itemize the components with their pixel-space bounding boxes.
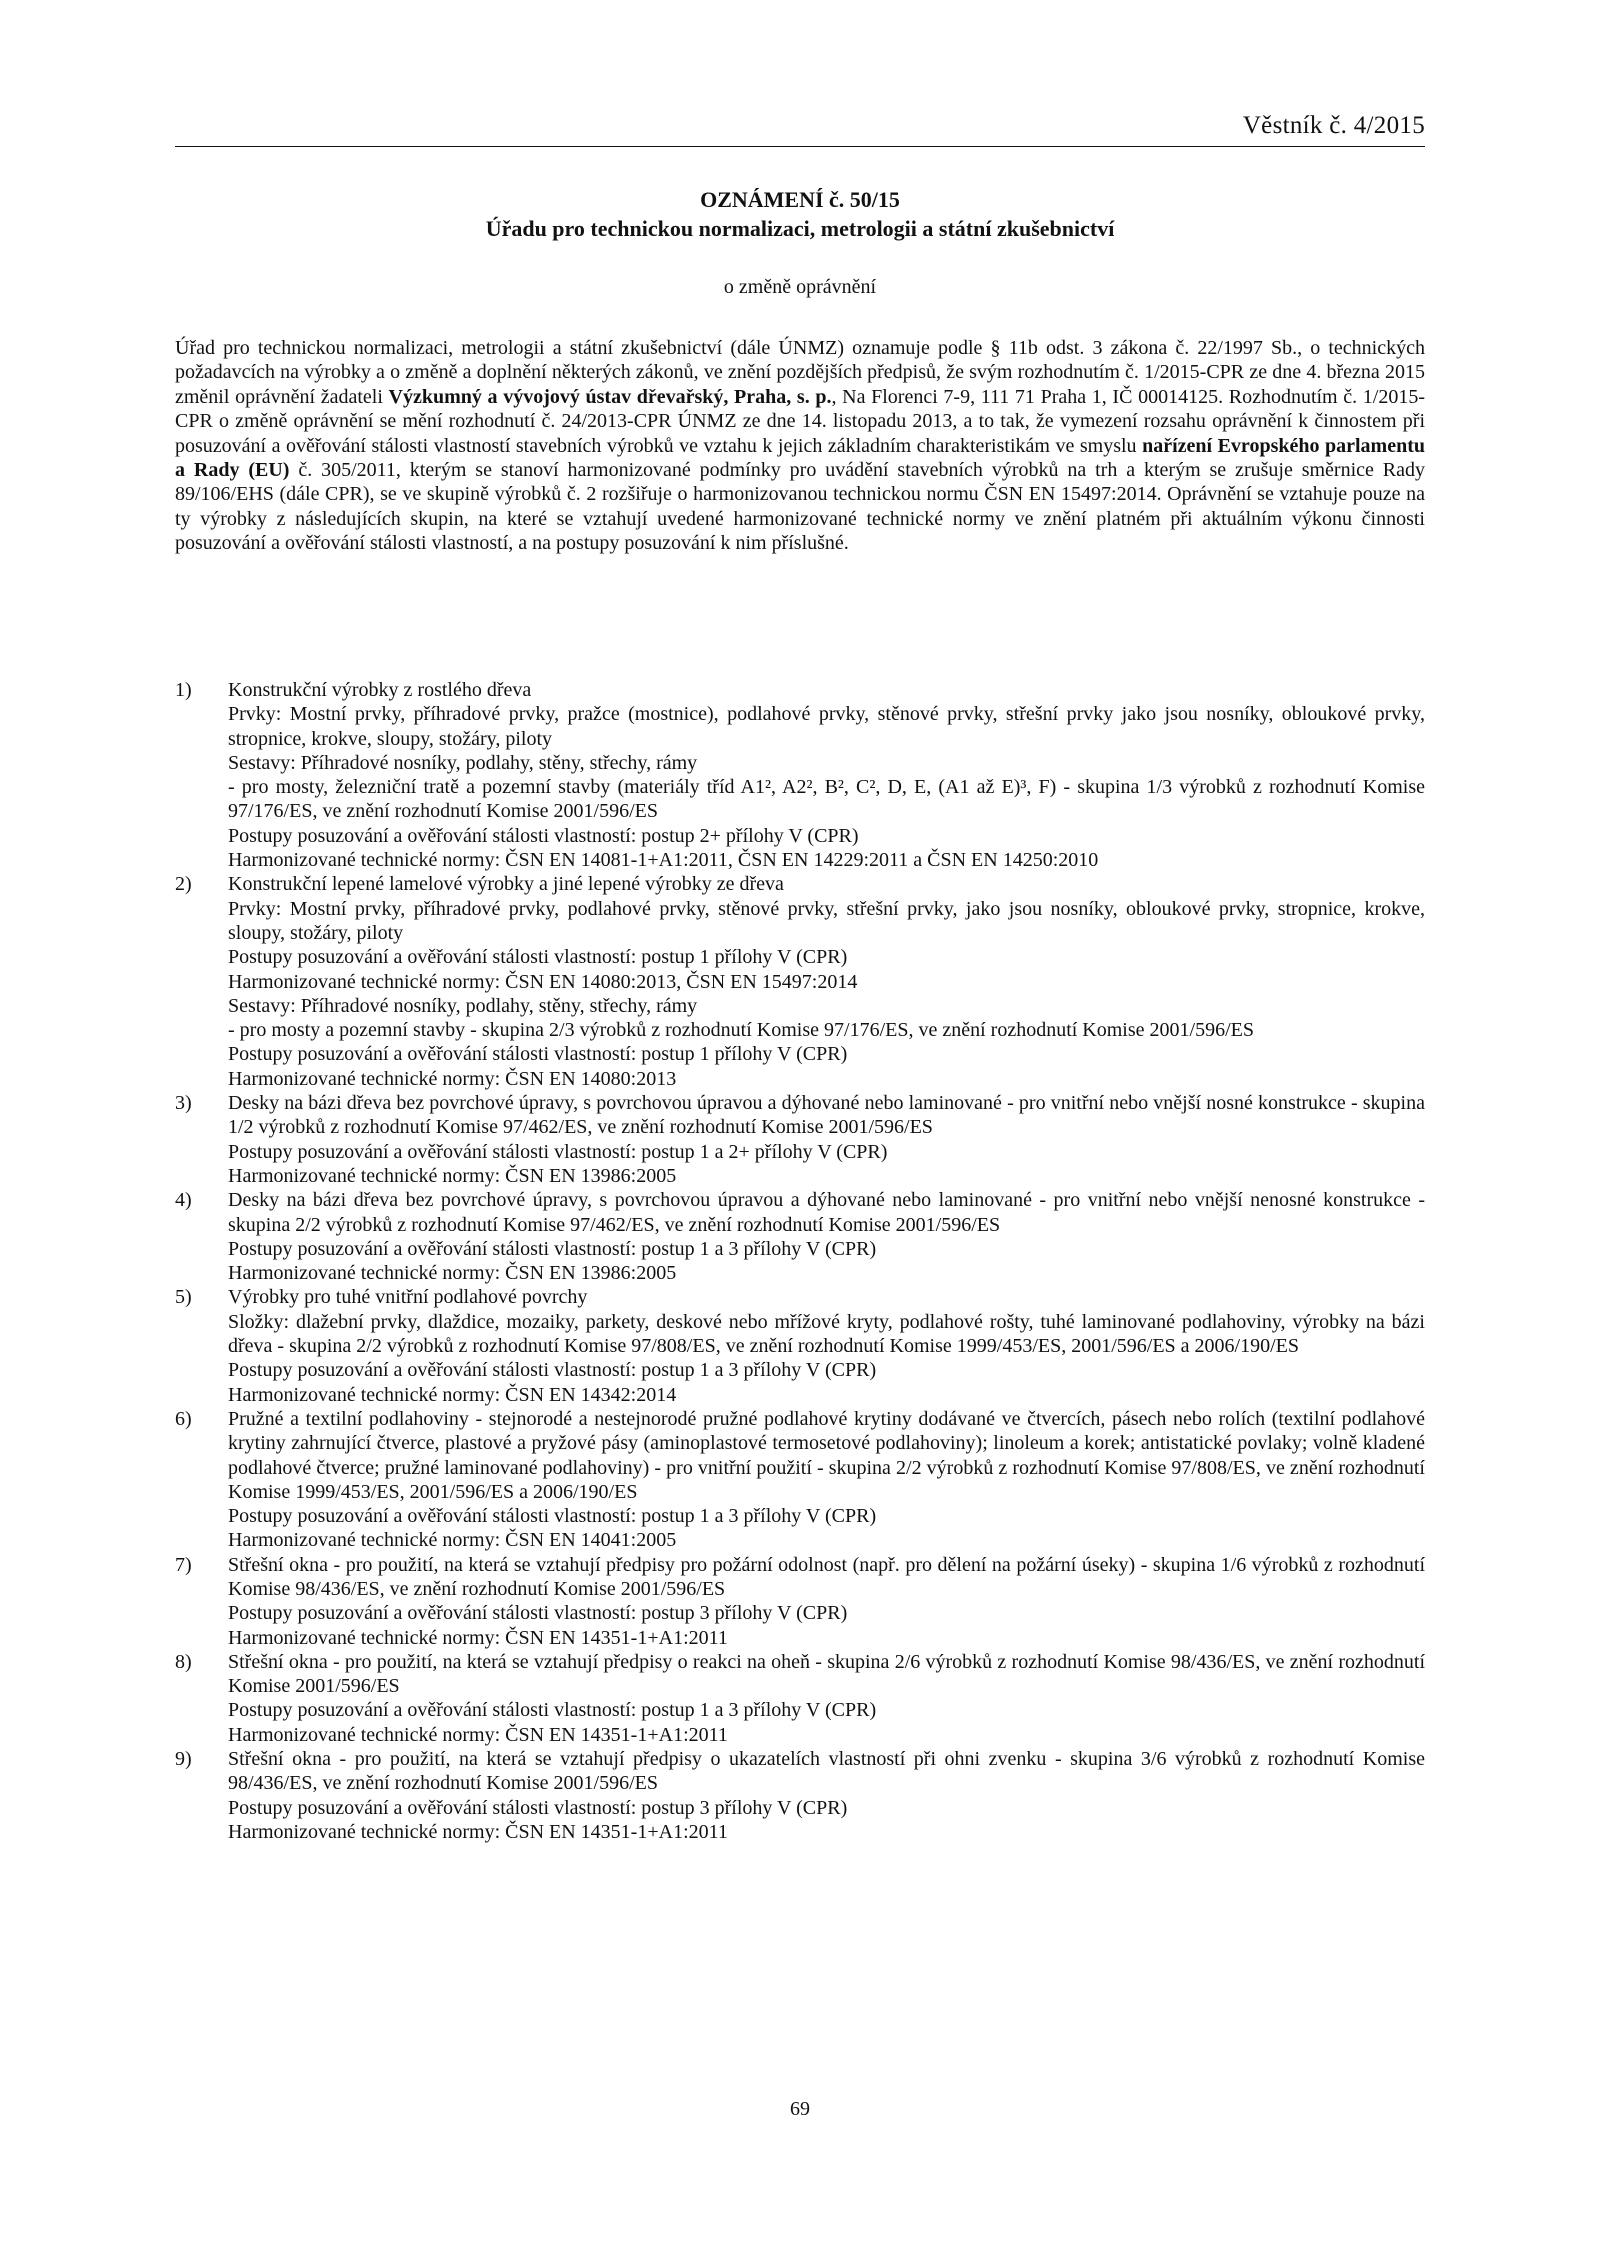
list-item-line: Harmonizované technické normy: ČSN EN 14041:2005 — [228, 1529, 677, 1552]
list-item-body — [228, 1747, 1425, 1844]
intro-paragraph — [175, 336, 1425, 556]
intro-text-2: , Na Florenci 7-9, 111 71 Praha 1, IČ 00014125. Rozhodnutím č. 1/2015-CPR o změně oprávnění se mění rozhodnutí č. 24/2013-CPR ÚNMZ ze dne 14. listopadu 2013, a to tak, že vymezení rozsahu oprávnění k činnostem při posuzování a ověřování stálosti vlastností stavebních výrobků ve vztahu k jejich základním charakteristikám ve smyslu — [175, 385, 1426, 457]
list-item — [175, 872, 1425, 1091]
list-item-body — [228, 1285, 1425, 1406]
list-item — [175, 1285, 1425, 1406]
list-item-number: 5) — [175, 1286, 192, 1309]
list-item-number: 8) — [175, 1650, 192, 1673]
list-item-line: Harmonizované technické normy: ČSN EN 13986:2005 — [228, 1164, 677, 1187]
list-item-line: Sestavy: Příhradové nosníky, podlahy, stěny, střechy, rámy — [228, 751, 698, 774]
list-item-line: Postupy posuzování a ověřování stálosti vlastností: postup 1 a 3 přílohy V (CPR) — [228, 1359, 877, 1382]
list-item-number: 4) — [175, 1189, 192, 1212]
list-item-line: Výrobky pro tuhé vnitřní podlahové povrchy — [228, 1286, 588, 1309]
list-item-line: Harmonizované technické normy: ČSN EN 14080:2013, ČSN EN 15497:2014 — [228, 970, 858, 993]
list-item — [175, 1747, 1425, 1844]
list-item-line: Postupy posuzování a ověřování stálosti vlastností: postup 3 přílohy V (CPR) — [228, 1796, 848, 1819]
list-item-line: Střešní okna - pro použití, na která se vztahují předpisy o ukazatelích vlastností při ohni zvenku - skupina 3/6 výrobků z rozhodnutí Komise 98/436/ES, ve znění rozhodnutí Komise 2001/596/ES — [228, 1748, 1425, 1795]
list-item-number: 1) — [175, 679, 192, 701]
list-item-body — [228, 1407, 1425, 1553]
list-item-line: Prvky: Mostní prvky, příhradové prvky, pražce (mostnice), podlahové prvky, stěnové prvky, střešní prvky jako jsou nosníky, obloukové prvky, stropnice, krokve, sloupy, stožáry, piloty — [228, 703, 1425, 750]
list-item-line: Postupy posuzování a ověřování stálosti vlastností: postup 1 a 2+ přílohy V (CPR) — [228, 1140, 888, 1163]
announcement-subject: o změně oprávnění — [723, 276, 877, 298]
list-item-line: Střešní okna - pro použití, na která se vztahují předpisy pro požární odolnost (např. pro dělení na požární úseky) - skupina 1/6 výrobků z rozhodnutí Komise 98/436/ES, ve znění rozhodnutí Komise 2001/596/ES — [228, 1553, 1425, 1600]
list-item-line: Konstrukční výrobky z rostlého dřeva — [228, 679, 532, 701]
list-item-number: 2) — [175, 873, 192, 896]
list-item-body — [228, 1188, 1425, 1285]
list-item-number: 6) — [175, 1407, 192, 1430]
list-item — [175, 1188, 1425, 1285]
list-item-body — [228, 1650, 1425, 1747]
list-item-line: Postupy posuzování a ověřování stálosti vlastností: postup 3 přílohy V (CPR) — [228, 1602, 848, 1625]
list-item-line: - pro mosty a pozemní stavby - skupina 2/3 výrobků z rozhodnutí Komise 97/176/ES, ve znění rozhodnutí Komise 2001/596/ES — [228, 1019, 1254, 1042]
list-item-line: Harmonizované technické normy: ČSN EN 14081-1+A1:2011, ČSN EN 14229:2011 a ČSN EN 14250:2010 — [228, 849, 1099, 872]
announcement-issuer: Úřadu pro technickou normalizaci, metrologii a státní zkušebnictví — [485, 216, 1115, 241]
list-item-line: Harmonizované technické normy: ČSN EN 14342:2014 — [228, 1383, 677, 1406]
list-item-body — [228, 678, 1425, 872]
list-item — [175, 1650, 1425, 1747]
list-item — [175, 1553, 1425, 1650]
list-item-line: Desky na bázi dřeva bez povrchové úpravy, s povrchovou úpravou a dýhované nebo laminované - pro vnitřní nebo vnější nosné konstrukce - skupina 1/2 výrobků z rozhodnutí Komise 97/462/ES, ve znění rozhodnutí Komise 2001/596/ES — [228, 1092, 1425, 1139]
list-item-body — [228, 1553, 1425, 1650]
list-item — [175, 1091, 1425, 1188]
list-item-line: Střešní okna - pro použití, na která se vztahují předpisy o reakci na oheň - skupina 2/6 výrobků z rozhodnutí Komise 98/436/ES, ve znění rozhodnutí Komise 2001/596/ES — [228, 1650, 1425, 1698]
list-item-line: Postupy posuzování a ověřování stálosti vlastností: postup 1 a 3 přílohy V (CPR) — [228, 1237, 877, 1260]
list-item-line: Harmonizované technické normy: ČSN EN 14351-1+A1:2011 — [228, 1626, 728, 1649]
page-header — [175, 112, 1425, 147]
intro-text-3: č. 305/2011, kterým se stanoví harmonizované podmínky pro uvádění stavebních výrobků na trh a kterým se zrušuje směrnice Rady 89/106/EHS (dále CPR), se ve skupině výrobků č. 2 rozšiřuje o harmonizovanou technickou normu ČSN EN 15497:2014. Oprávnění se vztahuje pouze na ty výrobky z následujících skupin, na které se vztahují uvedené harmonizované technické normy ve znění platném při aktuálním výkonu činnosti posuzování a ověřování stálosti vlastností, a na postupy posuzování k nim příslušné. — [175, 459, 1425, 555]
list-item-line: Harmonizované technické normy: ČSN EN 14080:2013 — [228, 1067, 677, 1090]
list-item-line: - pro mosty, železniční tratě a pozemní stavby (materiály tříd A1², A2², B², C², D, E, (A1 až E)³, F) - skupina 1/3 výrobků z rozhodnutí Komise 97/176/ES, ve znění rozhodnutí Komise 2001/596/ES — [228, 776, 1425, 823]
list-item-line: Konstrukční lepené lamelové výrobky a jiné lepené výrobky ze dřeva — [228, 873, 784, 896]
list-item-line: Složky: dlažební prvky, dlaždice, mozaiky, parkety, deskové nebo mřížové kryty, podlahové rošty, tuhé laminované podlahoviny, výrobky na bázi dřeva - skupina 2/2 výrobků z rozhodnutí Komise 97/808/ES, ve znění rozhodnutí Komise 1999/453/ES, 2001/596/ES a 2006/190/ES — [228, 1310, 1425, 1358]
page-number: 69 — [790, 2098, 810, 2120]
intro-bold-regulation: nařízení Evropského parlamentu a Rady (EU) — [175, 434, 1426, 482]
list-item-line: Postupy posuzování a ověřování stálosti vlastností: postup 1 a 3 přílohy V (CPR) — [228, 1505, 877, 1528]
list-item-line: Prvky: Mostní prvky, příhradové prvky, podlahové prvky, stěnové prvky, střešní prvky, jako jsou nosníky, obloukové prvky, stropnice, krokve, sloupy, stožáry, piloty — [228, 897, 1425, 944]
list-item-line: Postupy posuzování a ověřování stálosti vlastností: postup 1 přílohy V (CPR) — [228, 1043, 848, 1066]
list-item-line: Postupy posuzování a ověřování stálosti vlastností: postup 1 a 3 přílohy V (CPR) — [228, 1699, 877, 1722]
list-item-body — [228, 872, 1425, 1091]
intro-bold-applicant: Výzkumný a vývojový ústav dřevařský, Praha, s. p. — [388, 385, 832, 408]
list-item — [175, 1407, 1425, 1553]
list-item — [175, 678, 1425, 872]
list-item-line: Harmonizované technické normy: ČSN EN 14351-1+A1:2011 — [228, 1820, 728, 1843]
list-item-line: Harmonizované technické normy: ČSN EN 13986:2005 — [228, 1262, 677, 1285]
product-group-list — [175, 678, 1425, 1844]
list-item-line: Harmonizované technické normy: ČSN EN 14351-1+A1:2011 — [228, 1723, 728, 1746]
announcement-title: OZNÁMENÍ č. 50/15 — [700, 187, 900, 212]
list-item-number: 7) — [175, 1553, 192, 1576]
list-item-line: Sestavy: Příhradové nosníky, podlahy, stěny, střechy, rámy — [228, 994, 698, 1017]
intro-text-1: Úřad pro technickou normalizaci, metrologii a státní zkušebnictví (dále ÚNMZ) oznamuje podle § 11b odst. 3 zákona č. 22/1997 Sb., o technických požadavcích na výrobky a o změně a doplnění některých zákonů, ve znění pozdějších předpisů, že svým rozhodnutím č. 1/2015-CPR ze dne 4. března 2015 změnil oprávnění žadateli — [175, 337, 1425, 408]
list-item-line: Postupy posuzování a ověřování stálosti vlastností: postup 2+ přílohy V (CPR) — [228, 824, 859, 847]
journal-issue: Věstník č. 4/2015 — [1242, 112, 1425, 139]
list-item-line: Postupy posuzování a ověřování stálosti vlastností: postup 1 přílohy V (CPR) — [228, 946, 848, 969]
list-item-number: 9) — [175, 1748, 192, 1771]
list-item-line: Desky na bázi dřeva bez povrchové úpravy, s povrchovou úpravou a dýhované nebo laminované - pro vnitřní nebo vnější nenosné konstrukce - skupina 2/2 výrobků z rozhodnutí Komise 97/462/ES, ve znění rozhodnutí Komise 2001/596/ES — [228, 1189, 1425, 1236]
list-item-body — [228, 1091, 1425, 1188]
list-item-number: 3) — [175, 1092, 192, 1115]
list-item-line: Pružné a textilní podlahoviny - stejnorodé a nestejnorodé pružné podlahové krytiny dodávané ve čtvercích, pásech nebo rolích (textilní podlahové krytiny zahrnující čtverce, plastové a pryžové pásy (aminoplastové termosetové podlahoviny); linoleum a korek; antistatické povlaky; volně kladené podlahové čtverce; pružné laminované podlahoviny) - pro vnitřní použití - skupina 2/2 výrobků z rozhodnutí Komise 97/808/ES, ve znění rozhodnutí Komise 1999/453/ES, 2001/596/ES a 2006/190/ES — [228, 1407, 1425, 1503]
